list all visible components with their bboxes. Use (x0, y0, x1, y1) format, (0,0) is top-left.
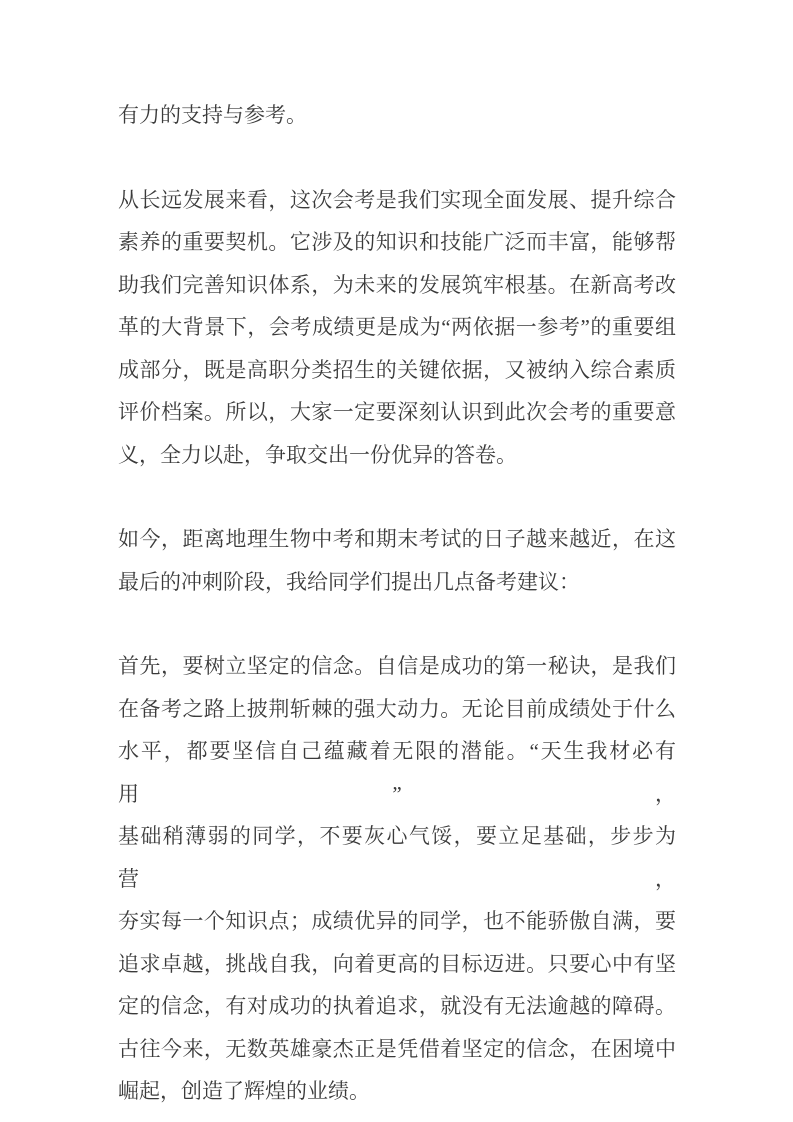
text-line: 崛起，创造了辉煌的业绩。 (118, 1079, 370, 1103)
text-line: 基础稍薄弱的同学，不要灰心气馁，要立足基础，步步为营， (118, 824, 676, 891)
paragraph (118, 94, 676, 137)
text-line: 在备考之路上披荆斩棘的强大动力。无论目前成绩处于什么 (118, 696, 676, 721)
text-line: 水平，都要坚信自己蕴藏着无限的潜能。“天生我材必有用”， (118, 739, 676, 806)
text-line: 夯实每一个知识点；成绩优异的同学，也不能骄傲自满，要 (118, 909, 676, 933)
text-line: 追求卓越，挑战自我，向着更高的目标迈进。只要心中有坚 (118, 951, 676, 976)
paragraph (118, 518, 676, 603)
text-line: 定的信念，有对成功的执着追求，就没有无法逾越的障碍。 (118, 994, 676, 1018)
text-line: 有力的支持与参考。 (118, 103, 307, 127)
text-line: 素养的重要契机。它涉及的知识和技能广泛而丰富，能够帮 (118, 230, 676, 254)
text-line: 评价档案。所以，大家一定要深刻认识到此次会考的重要意 (118, 400, 676, 424)
text-line: 从长远发展来看，这次会考是我们实现全面发展、提升综合 (118, 187, 676, 212)
text-line: 成部分，既是高职分类招生的关键依据，又被纳入综合素质 (118, 357, 676, 382)
text-line: 首先，要树立坚定的信念。自信是成功的第一秘诀，是我们 (118, 654, 676, 678)
text-line: 义，全力以赴，争取交出一份优异的答卷。 (118, 442, 517, 467)
paragraph (118, 179, 676, 477)
paragraph (118, 645, 676, 1113)
document-body (118, 94, 676, 1122)
text-line: 革的大背景下，会考成绩更是成为“两依据一参考”的重要组 (118, 315, 676, 339)
text-line: 如今，距离地理生物中考和期末考试的日子越来越近，在这 (118, 527, 676, 551)
text-line: 最后的冲刺阶段，我给同学们提出几点备考建议： (118, 569, 580, 594)
text-line: 古往今来，无数英雄豪杰正是凭借着坚定的信念，在困境中 (118, 1036, 676, 1061)
text-line: 助我们完善知识体系，为未来的发展筑牢根基。在新高考改 (118, 272, 676, 297)
